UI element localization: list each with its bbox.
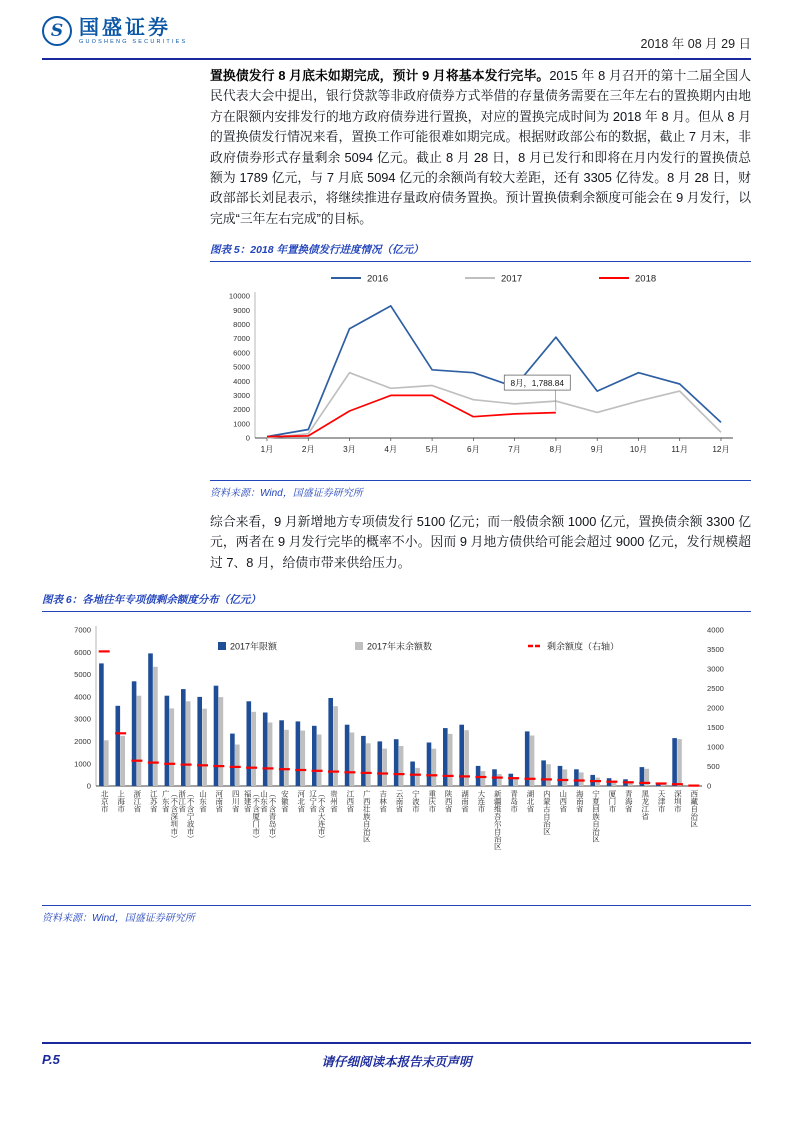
bar-balance bbox=[120, 736, 125, 786]
bar-limit bbox=[509, 774, 514, 786]
page-footer bbox=[42, 1042, 751, 1070]
figure5-chart bbox=[213, 268, 748, 473]
svg-text:剩余额度（右轴）: 剩余额度（右轴） bbox=[547, 641, 620, 652]
category-label: 青岛市 bbox=[509, 790, 519, 813]
category-label: 云南省 bbox=[395, 790, 404, 813]
brand-logo-icon bbox=[42, 16, 72, 46]
bar-balance bbox=[333, 706, 338, 786]
bar-balance bbox=[301, 731, 306, 787]
svg-text:8月: 8月 bbox=[549, 445, 563, 454]
logo-letter: S bbox=[50, 21, 64, 41]
figure6-bar-chart bbox=[50, 618, 750, 903]
bar-balance bbox=[432, 749, 437, 786]
svg-text:4000: 4000 bbox=[74, 692, 91, 702]
bar-limit bbox=[181, 689, 186, 786]
category-label: 湖北省 bbox=[526, 790, 535, 813]
svg-text:12月: 12月 bbox=[712, 445, 730, 454]
bar-balance bbox=[284, 730, 289, 786]
brand-name: 国盛证券 bbox=[79, 17, 171, 39]
bar-balance bbox=[170, 708, 175, 786]
bar-balance bbox=[513, 778, 518, 786]
category-label: 山东省 （不含青岛市） bbox=[259, 790, 277, 843]
bar-limit bbox=[312, 726, 317, 786]
category-label: 陕西省 bbox=[444, 790, 454, 813]
svg-text:2000: 2000 bbox=[707, 703, 724, 713]
bar-limit bbox=[361, 736, 366, 786]
bar-balance bbox=[251, 712, 256, 786]
bar-limit bbox=[165, 696, 170, 786]
bar-limit bbox=[574, 769, 579, 786]
svg-text:1000: 1000 bbox=[233, 419, 250, 429]
category-label: 江苏省 bbox=[149, 790, 159, 813]
category-label: 吉林省 bbox=[378, 790, 388, 813]
svg-text:1000: 1000 bbox=[74, 759, 91, 769]
bar-limit bbox=[296, 721, 301, 786]
bar-limit bbox=[378, 741, 383, 786]
svg-text:2000: 2000 bbox=[233, 405, 250, 415]
category-label: 山东省 bbox=[198, 790, 208, 813]
bar-balance bbox=[235, 745, 240, 787]
bar-balance bbox=[579, 772, 584, 786]
svg-text:6000: 6000 bbox=[233, 348, 250, 358]
figure6-source: 资料来源：Wind，国盛证券研究所 bbox=[42, 905, 751, 924]
figure5-annotation-text: 8月，1,788.84 bbox=[510, 377, 565, 388]
paragraph-lead: 置换债发行 8 月底未如期完成，预计 9 月将基本发行完毕。 bbox=[210, 68, 550, 83]
svg-text:3500: 3500 bbox=[707, 645, 724, 655]
category-label: 黑龙江省 bbox=[640, 790, 650, 820]
svg-text:9000: 9000 bbox=[233, 305, 250, 315]
svg-text:9月: 9月 bbox=[590, 445, 604, 454]
category-label: 贵州省 bbox=[329, 790, 339, 813]
category-label: 山西省 bbox=[558, 790, 568, 813]
bar-balance bbox=[677, 739, 682, 786]
footer-disclaimer: 请仔细阅读本报告末页声明 bbox=[321, 1055, 472, 1069]
bar-balance bbox=[546, 764, 551, 786]
series-2017 bbox=[267, 373, 721, 438]
svg-text:2018: 2018 bbox=[635, 273, 657, 285]
bar-balance bbox=[268, 723, 273, 787]
svg-text:2017年限额: 2017年限额 bbox=[230, 641, 278, 652]
bar-balance bbox=[464, 730, 469, 786]
category-label: 浙江省 bbox=[132, 790, 142, 813]
svg-text:5000: 5000 bbox=[233, 362, 250, 372]
svg-text:7月: 7月 bbox=[508, 445, 521, 454]
bar-balance bbox=[186, 701, 191, 786]
series-2016 bbox=[267, 306, 721, 437]
svg-text:2017年末余额数: 2017年末余额数 bbox=[367, 641, 433, 652]
category-label: 宁波市 bbox=[411, 790, 421, 813]
category-label: 海南省 bbox=[575, 790, 585, 813]
category-label: 福建省 （不含厦门市） bbox=[243, 790, 261, 843]
report-date: 2018 年 08 月 29 日 bbox=[640, 37, 751, 51]
category-label: 四川省 bbox=[231, 790, 241, 813]
svg-text:1500: 1500 bbox=[707, 723, 724, 733]
svg-text:6000: 6000 bbox=[74, 647, 91, 657]
svg-text:7000: 7000 bbox=[233, 334, 250, 344]
figure6-caption: 图表 6：各地往年专项债剩余额度分布（亿元） bbox=[42, 592, 751, 612]
svg-text:0: 0 bbox=[707, 781, 712, 791]
svg-text:3000: 3000 bbox=[233, 391, 250, 400]
figure5-source: 资料来源：Wind，国盛证券研究所 bbox=[210, 480, 751, 499]
category-label: 青海省 bbox=[624, 790, 634, 813]
bar-balance bbox=[415, 768, 420, 786]
category-label: 厦门市 bbox=[607, 790, 617, 813]
bar-limit bbox=[99, 663, 104, 786]
bar-balance bbox=[202, 709, 207, 786]
svg-text:3000: 3000 bbox=[707, 664, 724, 674]
page-header bbox=[42, 12, 751, 60]
bar-limit bbox=[328, 698, 333, 786]
figure5-caption: 图表 5：2018 年置换债发行进度情况（亿元） bbox=[210, 242, 751, 262]
svg-text:3000: 3000 bbox=[74, 714, 91, 724]
svg-text:0: 0 bbox=[86, 781, 91, 791]
category-label: 西藏自治区 bbox=[689, 790, 699, 828]
paragraph-september-supply: 综合来看，9 月新增地方专项债发行 5100 亿元；而一般债余额 1000 亿元，置换债余额 3300 亿元，两者在 9 月发行完毕的概率不小。因而 9 月地方债供给可能会超过 9000 亿元，发行规模超过 7、8 月，给债市带来供给压力。 bbox=[210, 514, 751, 570]
svg-text:2000: 2000 bbox=[74, 737, 91, 746]
bar-limit bbox=[116, 706, 121, 786]
svg-text:4月: 4月 bbox=[384, 445, 398, 454]
svg-text:2016: 2016 bbox=[367, 273, 389, 285]
brand-text bbox=[79, 17, 187, 45]
bar-balance bbox=[317, 735, 322, 787]
svg-text:4000: 4000 bbox=[233, 376, 250, 386]
bar-limit bbox=[279, 720, 284, 786]
svg-text:10000: 10000 bbox=[228, 291, 250, 301]
bar-balance bbox=[104, 740, 109, 786]
category-label: 重庆市 bbox=[427, 790, 437, 813]
bar-limit bbox=[263, 713, 268, 787]
bar-limit bbox=[345, 725, 350, 786]
paragraph-replacement-bonds bbox=[210, 66, 751, 229]
bar-limit bbox=[132, 681, 137, 786]
bar-balance bbox=[448, 734, 453, 786]
svg-text:5000: 5000 bbox=[74, 670, 91, 680]
category-label: 广东省 （不含深圳市） bbox=[161, 790, 179, 843]
bar-balance bbox=[153, 667, 158, 786]
bar-limit bbox=[541, 760, 546, 786]
bar-limit bbox=[230, 734, 235, 786]
svg-text:10月: 10月 bbox=[629, 445, 648, 454]
bar-balance bbox=[497, 774, 502, 786]
svg-text:1月: 1月 bbox=[260, 445, 274, 454]
bar-limit bbox=[214, 686, 219, 786]
category-label: 大连市 bbox=[476, 790, 486, 813]
category-label: 辽宁省 （不含大连市） bbox=[308, 790, 327, 843]
category-label: 上海市 bbox=[116, 790, 126, 813]
category-label: 安徽省 bbox=[280, 790, 290, 813]
svg-text:2500: 2500 bbox=[707, 684, 724, 694]
bar-balance bbox=[366, 743, 371, 786]
category-label: 江西省 bbox=[345, 790, 355, 813]
category-label: 新疆维吾尔自治区 bbox=[493, 790, 503, 850]
bar-balance bbox=[481, 771, 486, 786]
bar-limit bbox=[197, 697, 202, 786]
bar-balance bbox=[219, 697, 224, 786]
category-label: 北京市 bbox=[100, 790, 110, 813]
bar-balance bbox=[399, 746, 404, 786]
category-label: 湖南省 bbox=[460, 790, 470, 813]
category-label: 天津市 bbox=[657, 790, 667, 813]
svg-text:1000: 1000 bbox=[707, 742, 724, 752]
bar-balance bbox=[137, 696, 142, 786]
brand-logo bbox=[42, 16, 187, 46]
svg-text:11月: 11月 bbox=[671, 445, 689, 454]
svg-text:500: 500 bbox=[707, 762, 720, 772]
bar-limit bbox=[558, 766, 563, 786]
category-label: 宁夏回族自治区 bbox=[591, 790, 601, 843]
paragraph-body: 2015 年 8 月召开的第十二届全国人民代表大会中提出，银行贷款等非政府债券方式举借的存量债务需要在三年左右的置换期内由地方在限额内安排发行的地方政府债券进行置换，对应的置换完成时间为 2018 年 8 月。但从 8 月的置换债发行情况来看，置换工作可能很难如期完成。根据财政部公布的数据，截止 7 月末，非政府债券形式存量剩余 5094 亿元。截止 8 月 28 日，8 月已发行和即将在月内发行的置换债总额为 1789 亿元，与 7 月底 5094 亿元的余额尚有较大差距，还有 3305 亿待发。8 月 28 日，财政部部长刘昆表示，将继续推进存量政府债务置换。预计置换债剩余额度可能会在 9 月发行，以完成“三年左右完成”的目标。 bbox=[210, 68, 751, 226]
svg-text:2017: 2017 bbox=[501, 273, 523, 285]
category-label: 浙江省 （不含宁波市） bbox=[177, 790, 196, 843]
bar-balance bbox=[382, 749, 387, 786]
bar-limit bbox=[394, 739, 399, 786]
figure5-line-chart bbox=[213, 268, 748, 473]
bar-limit bbox=[427, 743, 432, 787]
svg-text:3月: 3月 bbox=[343, 445, 356, 454]
svg-text:0: 0 bbox=[245, 433, 250, 443]
bar-balance bbox=[563, 769, 568, 786]
page-number: P.5 bbox=[42, 1052, 60, 1067]
category-label: 广西壮族自治区 bbox=[362, 790, 372, 843]
category-label: 河南省 bbox=[214, 790, 224, 813]
svg-text:5月: 5月 bbox=[425, 445, 439, 454]
svg-text:8000: 8000 bbox=[233, 320, 250, 329]
bar-limit bbox=[443, 728, 448, 786]
svg-text:7000: 7000 bbox=[74, 625, 91, 635]
figure6-chart bbox=[50, 618, 750, 903]
bar-limit bbox=[148, 653, 153, 786]
bar-limit bbox=[672, 738, 677, 786]
category-label: 内蒙古自治区 bbox=[542, 790, 552, 835]
bar-limit bbox=[247, 701, 252, 786]
svg-text:2月: 2月 bbox=[301, 445, 315, 454]
svg-text:6月: 6月 bbox=[467, 445, 480, 454]
category-label: 河北省 bbox=[296, 790, 306, 813]
brand-subtitle: GUOSHENG SECURITIES bbox=[79, 39, 188, 45]
category-label: 深圳市 bbox=[673, 790, 683, 813]
bar-balance bbox=[350, 733, 355, 787]
svg-text:4000: 4000 bbox=[707, 625, 724, 635]
